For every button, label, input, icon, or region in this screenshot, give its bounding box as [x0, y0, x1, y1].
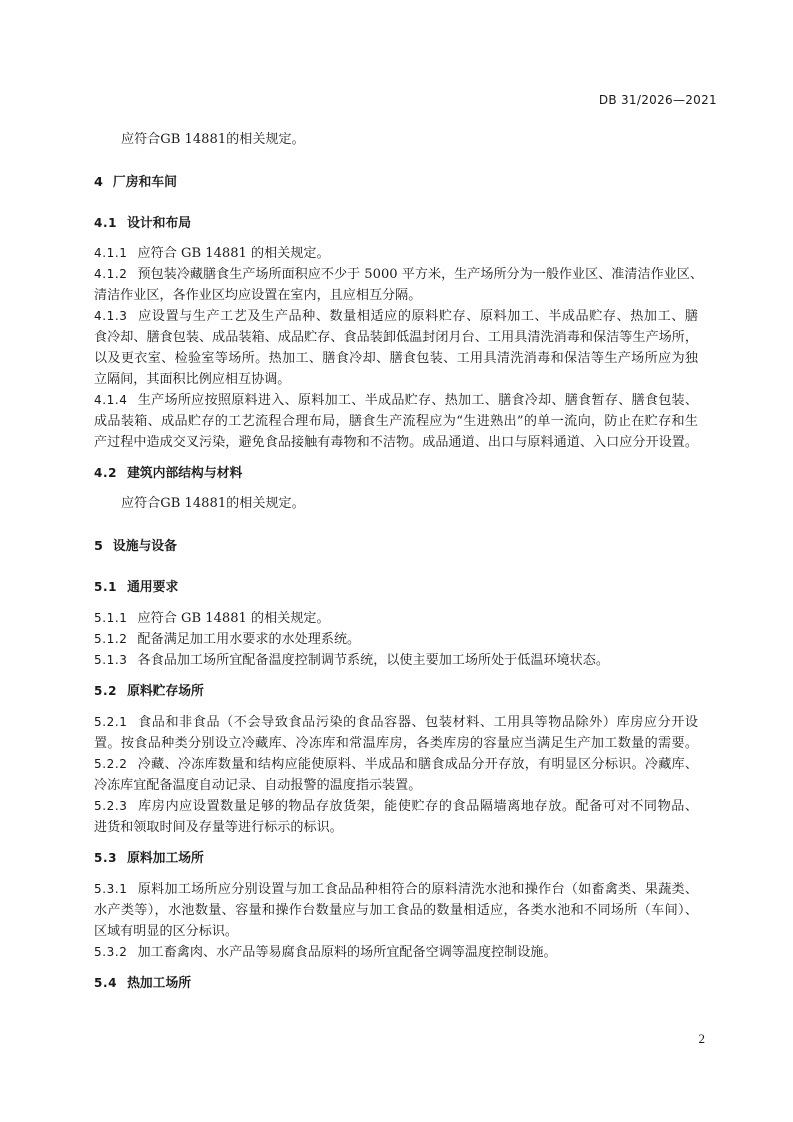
clause-5-2-1: 5.2.1 食品和非食品（不会导致食品污染的食品容器、包装材料、工用具等物品除外）库房应分开设 [94, 715, 698, 730]
section-heading-5-4: 5.4 热加工场所 [94, 976, 192, 991]
clause-4-1-4: 4.1.4 生产场所应按照原料进入、原料加工、半成品贮存、热加工、膳食冷却、膳食暂存、膳食包装、 [94, 393, 698, 408]
clause-5-1-1: 5.1.1 应符合 GB 14881 的相关规定。 [94, 611, 330, 626]
page-number: 2 [698, 1031, 705, 1046]
clause-5-2-3-cont: 进货和领取时间及存量等进行标示的标识。 [94, 820, 343, 835]
clause-5-3-1-cont: 水产类等），水池数量、容量和操作台数量应与加工食品的数量相适应，各类水池和不同场所（车间）、 [94, 903, 698, 918]
clause-5-1-2: 5.1.2 配备满足加工用水要求的水处理系统。 [94, 632, 361, 647]
clause-5-2-1-cont: 置。按食品种类分别设立冷藏库、冷冻库和常温库房，各类库房的容量应当满足生产加工数量的需要。 [94, 736, 698, 751]
section-heading-5-1: 5.1 通用要求 [94, 580, 179, 595]
clause-4-1-1: 4.1.1 应符合 GB 14881 的相关规定。 [94, 246, 330, 261]
clause-4-1-3-cont: 立隔间，其面积比例应相互协调。 [94, 372, 291, 387]
clause-5-1-3: 5.1.3 各食品加工场所宜配备温度控制调节系统，以使主要加工场所处于低温环境状态。 [94, 653, 609, 668]
document-code: DB 31/2026—2021 [598, 93, 717, 107]
clause-5-2-3: 5.2.3 库房内应设置数量足够的物品存放货架，能使贮存的食品隔墙离地存放。配备可对不同物品、 [94, 799, 698, 814]
clause-5-3-1-cont: 区域有明显的区分标识。 [94, 924, 239, 939]
section-heading-4-2: 4.2 建筑内部结构与材料 [94, 466, 243, 481]
clause-5-2-2: 5.2.2 冷藏、冷冻库数量和结构应能使原料、半成品和膳食成品分开存放，有明显区分标识。冷藏库、 [94, 757, 698, 772]
section-heading-5-3: 5.3 原料加工场所 [94, 851, 204, 866]
clause-5-2-2-cont: 冷冻库宜配备温度自动记录、自动报警的温度指示装置。 [94, 778, 422, 793]
clause-4-1-3-cont: 以及更衣室、检验室等场所。热加工、膳食冷却、膳食包装、工用具清洗消毒和保洁等生产场所应为独 [94, 351, 698, 366]
section-heading-5: 5 设施与设备 [94, 539, 177, 554]
paragraph-text: 应符合GB 14881的相关规定。 [121, 496, 305, 511]
clause-5-3-2: 5.3.2 加工畜禽肉、水产品等易腐食品原料的场所宜配备空调等温度控制设施。 [94, 945, 557, 960]
clause-4-1-4-cont: 成品装箱、成品贮存的工艺流程合理布局，膳食生产流程应为“生进熟出”的单一流向，防止在贮存和生 [94, 414, 698, 429]
clause-4-1-2: 4.1.2 预包装冷藏膳食生产场所面积应不少于 5000 平方米，生产场所分为一般作业区、准清洁作业区、 [94, 267, 703, 282]
clause-4-1-3-cont: 食冷却、膳食包装、成品装箱、成品贮存、食品装卸低温封闭月台、工用具清洗消毒和保洁等生产场所， [94, 330, 698, 345]
clause-5-3-1: 5.3.1 原料加工场所应分别设置与加工食品品种相符合的原料清洗水池和操作台（如畜禽类、果蔬类、 [94, 882, 698, 897]
paragraph-text: 应符合GB 14881的相关规定。 [121, 132, 305, 147]
clause-4-1-2-cont: 清洁作业区，各作业区均应设置在室内，且应相互分隔。 [94, 288, 422, 303]
section-heading-4-1: 4.1 设计和布局 [94, 216, 192, 231]
clause-4-1-3: 4.1.3 应设置与生产工艺及生产品种、数量相适应的原料贮存、原料加工、半成品贮存、热加工、膳 [94, 309, 698, 324]
clause-4-1-4-cont: 产过程中造成交叉污染，避免食品接触有毒物和不洁物。成品通道、出口与原料通道、入口应分开设置。 [94, 435, 698, 450]
section-heading-4: 4 厂房和车间 [94, 175, 177, 190]
section-heading-5-2: 5.2 原料贮存场所 [94, 684, 204, 699]
